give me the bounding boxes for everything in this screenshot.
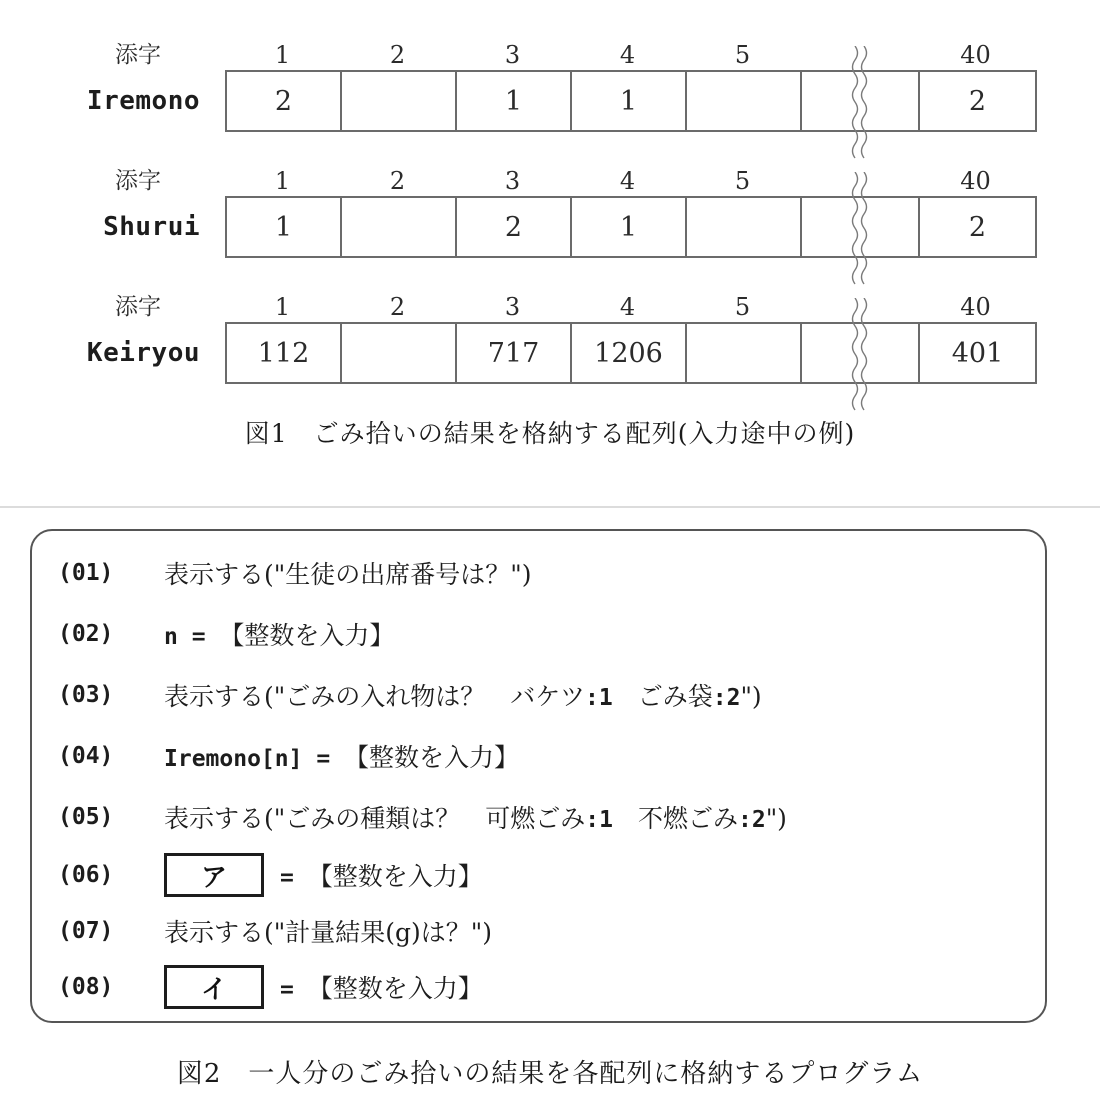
array-box: [225, 322, 1037, 384]
code-segment: 【整数を入力】: [307, 974, 483, 1003]
array-cell: [342, 72, 457, 130]
code-segment: n =: [164, 623, 220, 650]
array-row: [0, 70, 1100, 132]
code-segment: :1: [585, 806, 613, 833]
figure-1-caption: 図1 ごみ拾いの結果を格納する配列(入力途中の例): [244, 419, 856, 448]
program-line-03: [58, 664, 1035, 725]
array-cell: 1: [572, 72, 687, 130]
index-label: 添字: [115, 42, 161, 68]
program-line-07: [58, 903, 1035, 959]
code-segment: 【整数を入力】: [344, 742, 520, 772]
index-tick: 1: [274, 41, 291, 69]
array-name: Shurui: [103, 212, 200, 242]
figure-1: [0, 0, 1100, 450]
array-cell: 1206: [572, 324, 687, 382]
index-tick: 5: [734, 41, 751, 69]
code-segment: "): [765, 803, 787, 833]
line-code: [164, 913, 492, 949]
program-line-01: [58, 542, 1035, 603]
array-cell: 2: [457, 198, 572, 256]
code-segment: 【整数を入力】: [219, 620, 395, 650]
line-code: [164, 555, 532, 591]
array-group-keiryou: [0, 288, 1100, 384]
code-segment: 表示する("ごみの入れ物は？ バケツ: [164, 681, 586, 711]
index-tick: 1: [274, 167, 291, 195]
code-segment: :2: [737, 806, 766, 833]
code-segment: :2: [712, 684, 741, 711]
line-code: [164, 677, 762, 713]
array-cell: 2: [968, 85, 987, 117]
array-row: [0, 322, 1100, 384]
line-code: [164, 799, 787, 835]
array-cell: 717: [457, 324, 572, 382]
code-segment: 表示する("計量結果(g)は？"): [164, 918, 493, 947]
array-cell: 2: [227, 72, 342, 130]
blank-box-i: イ: [164, 965, 264, 1009]
program-line-08: [58, 959, 1035, 1015]
program-line-02: [58, 603, 1035, 664]
page-divider: [0, 506, 1100, 508]
index-row: [0, 162, 1100, 196]
code-segment: :1: [585, 684, 613, 711]
code-segment: 不燃ごみ: [612, 803, 738, 833]
array-cell: [342, 198, 457, 256]
index-tick: 40: [960, 41, 991, 69]
array-cell: [342, 324, 457, 382]
array-name: Iremono: [86, 86, 200, 116]
line-number: (04): [58, 742, 114, 769]
line-code: [164, 616, 394, 652]
code-segment: Iremono[n] =: [164, 745, 345, 772]
figure-2: [0, 529, 1100, 1090]
array-group-shurui: [0, 162, 1100, 258]
line-code: [164, 965, 483, 1009]
index-tick: 2: [389, 41, 406, 69]
array-row: [0, 196, 1100, 258]
code-segment: =: [280, 977, 308, 1003]
array-break: [802, 198, 920, 256]
line-number: (03): [58, 681, 114, 708]
code-segment: "): [740, 681, 762, 711]
line-number: (01): [58, 559, 114, 586]
line-number: (06): [58, 862, 114, 888]
array-cell: 1: [572, 198, 687, 256]
array-break-zigzag-icon: [849, 46, 871, 160]
array-cell: [687, 324, 802, 382]
line-code: [164, 853, 483, 897]
index-tick: 4: [619, 293, 636, 321]
index-tick: 2: [389, 167, 406, 195]
array-cell: 401: [951, 337, 1004, 369]
array-break-zigzag-icon: [849, 298, 871, 412]
program-line-06: [58, 847, 1035, 903]
index-tick: 4: [619, 167, 636, 195]
program-line-04: [58, 725, 1035, 786]
line-code: [164, 738, 519, 774]
figure-2-caption: 図2 一人分のごみ拾いの結果を各配列に格納するプログラム: [176, 1059, 924, 1089]
index-tick: 40: [960, 293, 991, 321]
code-segment: 【整数を入力】: [307, 862, 483, 891]
index-tick: 2: [389, 293, 406, 321]
array-box: [225, 196, 1037, 258]
index-tick: 4: [619, 41, 636, 69]
array-break: [802, 324, 920, 382]
line-number: (05): [58, 803, 114, 830]
array-name: Keiryou: [86, 338, 200, 368]
array-cell: 1: [457, 72, 572, 130]
array-cell: 112: [227, 324, 342, 382]
index-row: [0, 288, 1100, 322]
index-label: 添字: [115, 168, 161, 194]
array-cell: [687, 198, 802, 256]
index-tick: 5: [734, 167, 751, 195]
line-number: (08): [58, 974, 114, 1000]
blank-box-a: ア: [164, 853, 264, 897]
line-number: (07): [58, 918, 114, 944]
array-cell: 2: [968, 211, 987, 243]
array-break: [802, 72, 920, 130]
index-label: 添字: [115, 294, 161, 320]
index-tick: 1: [274, 293, 291, 321]
index-row: [0, 36, 1100, 70]
array-group-iremono: [0, 36, 1100, 132]
code-segment: =: [280, 865, 308, 891]
code-segment: ごみ袋: [612, 681, 713, 711]
index-tick: 40: [960, 167, 991, 195]
program-box: [30, 529, 1047, 1023]
line-number: (02): [58, 620, 114, 647]
index-tick: 3: [504, 167, 521, 195]
index-tick: 3: [504, 293, 521, 321]
array-cell: [687, 72, 802, 130]
index-tick: 3: [504, 41, 521, 69]
index-tick: 5: [734, 293, 751, 321]
array-box: [225, 70, 1037, 132]
code-segment: 表示する("ごみの種類は？ 可燃ごみ: [164, 803, 586, 833]
program-line-05: [58, 786, 1035, 847]
code-segment: 表示する("生徒の出席番号は？"): [164, 559, 532, 589]
array-break-zigzag-icon: [849, 172, 871, 286]
array-cell: 1: [227, 198, 342, 256]
